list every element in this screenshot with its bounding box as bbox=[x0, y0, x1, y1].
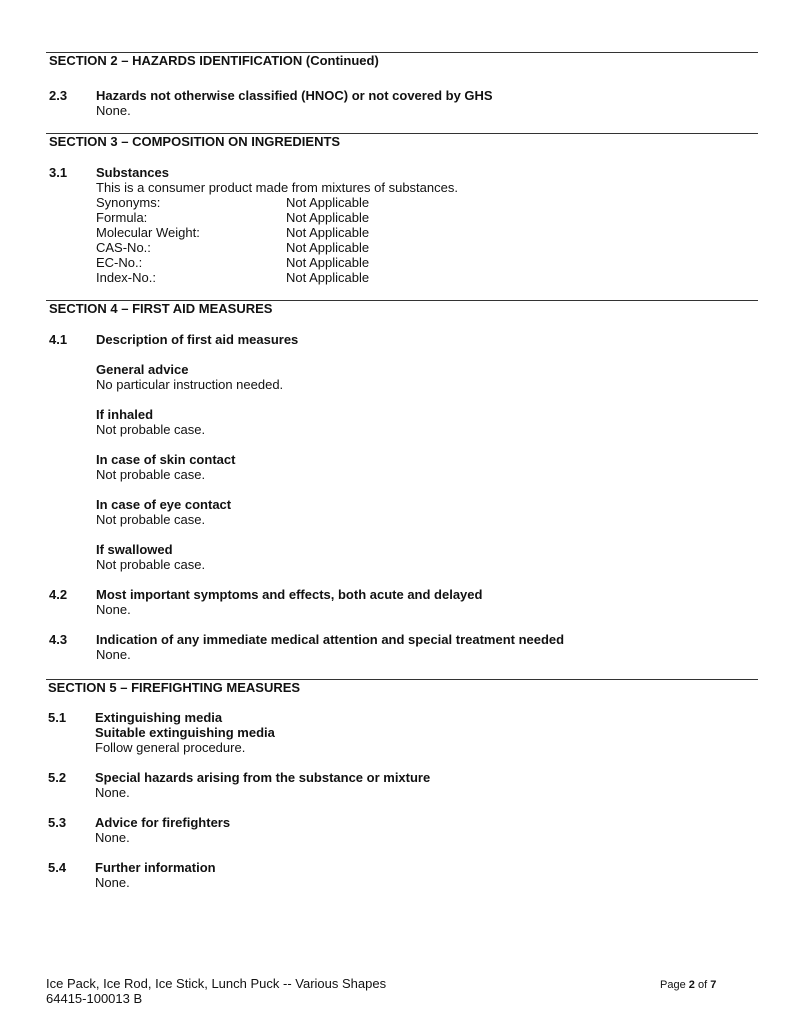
page-current: 2 bbox=[688, 979, 695, 991]
first-aid-heading: In case of skin contact bbox=[96, 452, 236, 467]
subsection-title: Hazards not otherwise classified (HNOC) or not covered by GHS bbox=[96, 88, 493, 103]
property-label: Molecular Weight: bbox=[96, 225, 200, 240]
subsection-number: 5.3 bbox=[48, 815, 67, 830]
subsection-title: Advice for firefighters bbox=[95, 815, 231, 830]
subsection-number: 2.3 bbox=[49, 88, 68, 103]
section-4-header: SECTION 4 – FIRST AID MEASURES bbox=[49, 301, 273, 316]
first-aid-text: No particular instruction needed. bbox=[96, 377, 284, 392]
subsection-text: None. bbox=[96, 647, 131, 662]
first-aid-text: Not probable case. bbox=[96, 422, 206, 437]
section-2-header: SECTION 2 – HAZARDS IDENTIFICATION (Continued) bbox=[49, 53, 379, 68]
property-value: Not Applicable bbox=[286, 255, 370, 270]
page-word: Page bbox=[660, 979, 686, 991]
property-label: EC-No.: bbox=[96, 255, 143, 270]
subsection-number: 4.2 bbox=[49, 587, 68, 602]
subsection-title: Description of first aid measures bbox=[96, 332, 299, 347]
subsection-title: Most important symptoms and effects, both acute and delayed bbox=[96, 587, 483, 602]
subsection-text: None. bbox=[95, 785, 130, 800]
page-indicator bbox=[660, 978, 716, 993]
subsection-text: None. bbox=[95, 830, 130, 845]
subsection-number: 4.1 bbox=[49, 332, 68, 347]
property-value: Not Applicable bbox=[286, 225, 370, 240]
first-aid-heading: General advice bbox=[96, 362, 189, 377]
subsection-title: Extinguishing media bbox=[95, 710, 223, 725]
subsection-title: Substances bbox=[96, 165, 169, 180]
first-aid-heading: If inhaled bbox=[96, 407, 154, 422]
first-aid-heading: If swallowed bbox=[96, 542, 173, 557]
subsection-number: 4.3 bbox=[49, 632, 68, 647]
first-aid-text: Not probable case. bbox=[96, 557, 206, 572]
subsection-title: Further information bbox=[95, 860, 216, 875]
page-total: 7 bbox=[710, 979, 717, 991]
subsection-number: 5.2 bbox=[48, 770, 67, 785]
property-label: Index-No.: bbox=[96, 270, 156, 285]
section-3-header: SECTION 3 – COMPOSITION ON INGREDIENTS bbox=[49, 134, 341, 149]
subsection-number: 5.4 bbox=[48, 860, 67, 875]
section-5-header: SECTION 5 – FIREFIGHTING MEASURES bbox=[48, 680, 301, 695]
property-value: Not Applicable bbox=[286, 195, 370, 210]
subsection-subtitle: Suitable extinguishing media bbox=[95, 725, 275, 740]
subsection-number: 5.1 bbox=[48, 710, 67, 725]
property-label: Synonyms: bbox=[96, 195, 161, 210]
property-value: Not Applicable bbox=[286, 240, 370, 255]
property-value: Not Applicable bbox=[286, 270, 370, 285]
property-value: Not Applicable bbox=[286, 210, 370, 225]
first-aid-text: Not probable case. bbox=[96, 512, 206, 527]
subsection-text: None. bbox=[96, 103, 131, 118]
subsection-text: Follow general procedure. bbox=[95, 740, 246, 755]
page-of: of bbox=[697, 979, 708, 991]
footer-product-name: Ice Pack, Ice Rod, Ice Stick, Lunch Puck -- Various Shapes bbox=[46, 976, 387, 991]
subsection-text: None. bbox=[96, 602, 131, 617]
first-aid-heading: In case of eye contact bbox=[96, 497, 232, 512]
footer-product-code: 64415-100013 B bbox=[46, 991, 143, 1006]
subsection-title: Special hazards arising from the substance or mixture bbox=[95, 770, 431, 785]
subsection-text: None. bbox=[95, 875, 130, 890]
subsection-number: 3.1 bbox=[49, 165, 68, 180]
property-label: Formula: bbox=[96, 210, 148, 225]
subsection-text: This is a consumer product made from mixtures of substances. bbox=[96, 180, 458, 195]
property-label: CAS-No.: bbox=[96, 240, 151, 255]
subsection-title: Indication of any immediate medical attention and special treatment needed bbox=[96, 632, 565, 647]
first-aid-text: Not probable case. bbox=[96, 467, 206, 482]
